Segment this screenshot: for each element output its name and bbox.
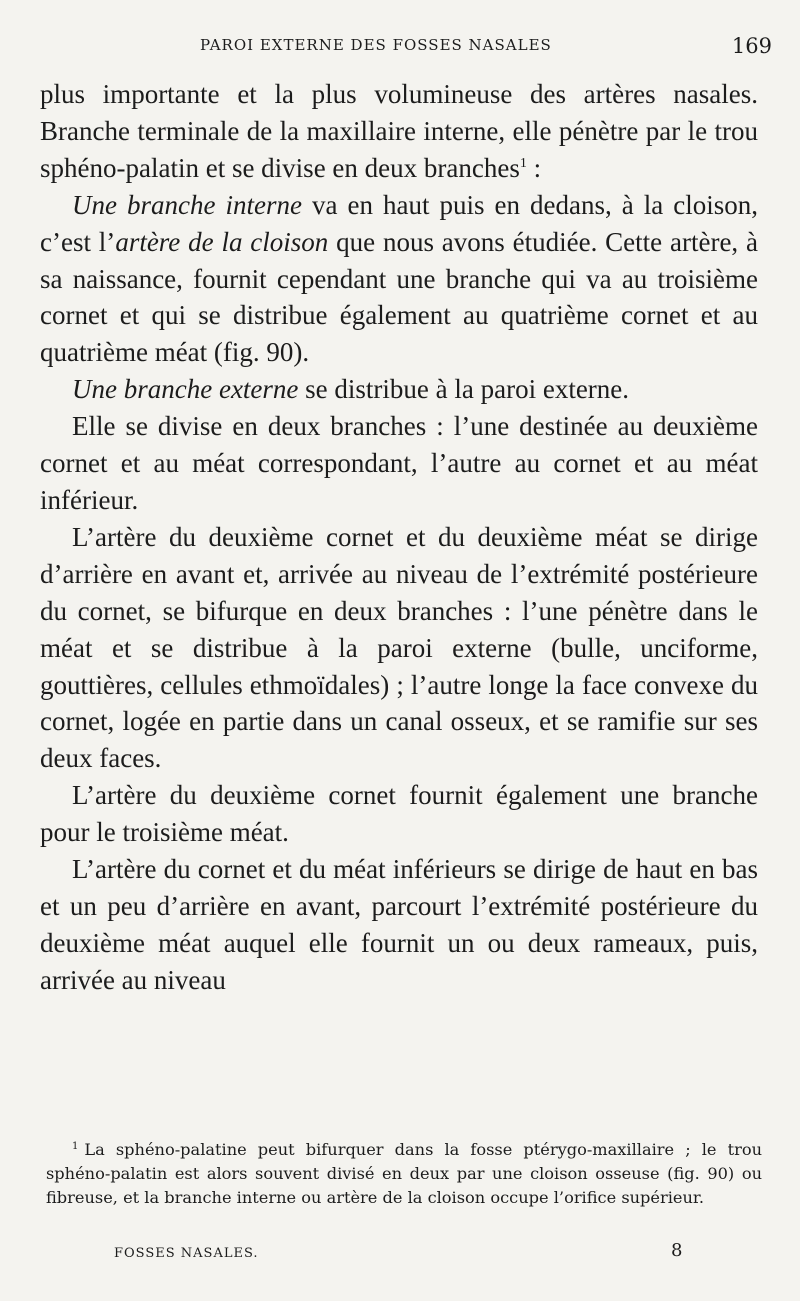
footnote-paragraph bbox=[46, 1138, 762, 1210]
paragraph-1-tail: : bbox=[526, 152, 542, 183]
paragraph-3-text: se distribue à la paroi externe. bbox=[298, 374, 630, 405]
paragraph-2 bbox=[40, 187, 758, 372]
paragraph-3-italic-lead: Une branche externe bbox=[72, 374, 299, 405]
footnote-reference: 1 bbox=[519, 155, 527, 171]
signature-number: 8 bbox=[671, 1240, 683, 1261]
running-title: PAROI EXTERNE DES FOSSES NASALES bbox=[200, 36, 552, 54]
page-number: 169 bbox=[731, 34, 772, 58]
paragraph-7: L’artère du cornet et du méat inférieurs se dirige de haut en bas et un peu d’arrière en avant, parcourt l’extrémité postérieure du deuxième méat auquel elle fournit un ou deux rameaux, puis, arrivée au niveau bbox=[40, 854, 758, 995]
footnote bbox=[46, 1138, 762, 1210]
paragraph-2-text-b: que nous avons étudiée. Cette artère, à sa naissance, fournit cependant une branche qui va au troisième cornet et qui se distribue également au quatrième cornet et au quatrième méat (fig. 90). bbox=[40, 226, 758, 368]
body-text bbox=[40, 76, 758, 999]
page-header bbox=[40, 36, 780, 64]
paragraph-2-text-a: va en haut puis en dedans, à la cloison, c’est l’ bbox=[40, 189, 758, 257]
paragraph-4: Elle se divise en deux branches : l’une destinée au deuxième cornet et au méat correspondant, l’autre au cornet et au méat inférieur. bbox=[40, 411, 758, 515]
page-footer bbox=[40, 1240, 760, 1270]
paragraph-2-italic-term: artère de la cloison bbox=[115, 226, 329, 257]
paragraph-6: L’artère du deuxième cornet fournit également une branche pour le troisième méat. bbox=[40, 780, 758, 848]
signature-mark: FOSSES NASALES. bbox=[114, 1246, 259, 1261]
paragraph-5: L’artère du deuxième cornet et du deuxième méat se dirige d’arrière en avant et, arrivée au niveau de l’extrémité postérieure du cornet, se bifurque en deux branches : l’une pénètre dans le méat et se distribue à la paroi externe (bulle, unciforme, gouttières, cellules ethmoïdales) ; l’autre longe la face convexe du cornet, logée en partie dans un canal osseux, et se ramifie sur ses deux faces. bbox=[40, 521, 758, 774]
paragraph-2-italic-lead: Une branche interne bbox=[72, 189, 302, 220]
paragraph-1 bbox=[40, 76, 758, 187]
paragraph-3 bbox=[40, 371, 758, 408]
footnote-marker: 1 bbox=[72, 1141, 79, 1152]
footnote-text: La sphéno-palatine peut bifurquer dans la fosse ptérygo-maxillaire ; le trou sphéno-palatin est alors souvent divisé en deux par une cloison osseuse (fig. 90) ou fibreuse, et la branche interne ou artère de la cloison occupe l’orifice supérieur. bbox=[46, 1140, 762, 1207]
paragraph-1-text: plus importante et la plus volumineuse des artères nasales. Branche terminale de la maxillaire interne, elle pénètre par le trou sphéno-palatin et se divise en deux branches bbox=[40, 79, 758, 183]
